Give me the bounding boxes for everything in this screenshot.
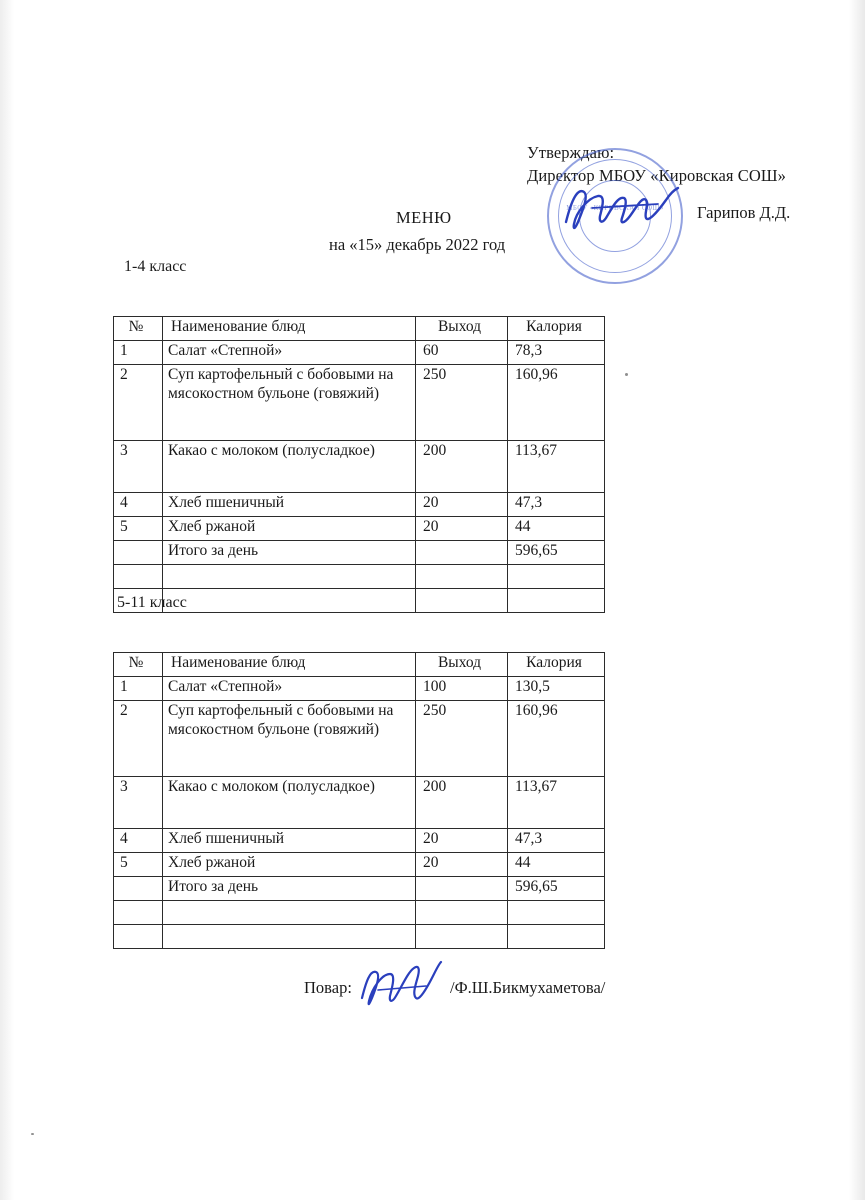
cell-dish: Хлеб ржаной — [163, 853, 416, 877]
menu-date: на «15» декабрь 2022 год — [329, 235, 506, 254]
cell-output: 60 — [416, 341, 508, 365]
cell-calories — [508, 901, 605, 925]
col-header-dish: Наименование блюд — [163, 653, 416, 677]
director-name: Гарипов Д.Д. — [697, 203, 791, 222]
table-row-empty — [114, 589, 605, 613]
table-row — [114, 853, 605, 877]
cell-number: 4 — [114, 829, 163, 853]
cell-dish: Какао с молоком (полусладкое) — [163, 441, 416, 493]
cell-dish: Суп картофельный с бобовыми на мясокостном бульоне (говяжий) — [163, 701, 416, 777]
table-row-empty — [114, 925, 605, 949]
cell-output: 250 — [416, 701, 508, 777]
cell-calories: 78,3 — [508, 341, 605, 365]
table-row — [114, 829, 605, 853]
table-row — [114, 701, 605, 777]
table-row-empty — [114, 901, 605, 925]
col-header-calories: Калория — [508, 317, 605, 341]
cell-number: 1 — [114, 341, 163, 365]
cell-calories: 47,3 — [508, 829, 605, 853]
cook-name: /Ф.Ш.Бикмухаметова/ — [450, 978, 606, 997]
cell-output: 20 — [416, 853, 508, 877]
section-label-grades-1-4: 1-4 класс — [124, 258, 187, 275]
cell-output: 20 — [416, 493, 508, 517]
cell-output: 200 — [416, 777, 508, 829]
paper-speck — [625, 373, 628, 376]
cell-total-calories: 596,65 — [508, 541, 605, 565]
approval-block — [527, 141, 786, 187]
cell-calories: 44 — [508, 517, 605, 541]
cell-dish: Хлеб пшеничный — [163, 829, 416, 853]
table-row — [114, 493, 605, 517]
cell-dish — [163, 901, 416, 925]
cell-number: 2 — [114, 365, 163, 441]
cell-output: 250 — [416, 365, 508, 441]
cell-number — [114, 541, 163, 565]
cell-calories — [508, 565, 605, 589]
cell-calories: 130,5 — [508, 677, 605, 701]
cell-calories: 160,96 — [508, 701, 605, 777]
table-row — [114, 441, 605, 493]
cell-output: 100 — [416, 677, 508, 701]
approval-line-1: Утверждаю: — [527, 143, 615, 162]
menu-table-grades-1-4 — [113, 316, 605, 613]
cook-label: Повар: — [304, 978, 352, 997]
cook-signature-icon — [356, 958, 446, 1010]
cell-number: 2 — [114, 701, 163, 777]
cell-calories: 113,67 — [508, 441, 605, 493]
cell-dish: Салат «Степной» — [163, 677, 416, 701]
cell-number: 3 — [114, 441, 163, 493]
cell-dish: Хлеб пшеничный — [163, 493, 416, 517]
col-header-number: № — [114, 653, 163, 677]
cell-output: 20 — [416, 829, 508, 853]
cell-dish — [163, 589, 416, 613]
cell-calories: 160,96 — [508, 365, 605, 441]
cell-output: 200 — [416, 441, 508, 493]
menu-table-grades-5-11 — [113, 652, 605, 949]
col-header-output: Выход — [416, 317, 508, 341]
table-row — [114, 365, 605, 441]
cell-output — [416, 565, 508, 589]
cell-calories: 44 — [508, 853, 605, 877]
cell-number — [114, 877, 163, 901]
cell-calories: 47,3 — [508, 493, 605, 517]
cell-output: 20 — [416, 517, 508, 541]
table-row-total — [114, 541, 605, 565]
table-row-empty — [114, 565, 605, 589]
paper-speck — [31, 1133, 34, 1135]
approval-line-2: Директор МБОУ «Кировская СОШ» — [527, 166, 787, 185]
col-header-output: Выход — [416, 653, 508, 677]
cell-dish: Суп картофельный с бобовыми на мясокостном бульоне (говяжий) — [163, 365, 416, 441]
section-label-grades-5-11: 5-11 класс — [117, 594, 187, 611]
cell-calories: 113,67 — [508, 777, 605, 829]
table-header-row — [114, 653, 605, 677]
col-header-dish: Наименование блюд — [163, 317, 416, 341]
cell-total-label: Итого за день — [163, 541, 416, 565]
table-row-total — [114, 877, 605, 901]
cell-dish: Какао с молоком (полусладкое) — [163, 777, 416, 829]
cell-number: 5 — [114, 517, 163, 541]
table-row — [114, 677, 605, 701]
cell-dish: Хлеб ржаной — [163, 517, 416, 541]
cell-number: 1 — [114, 677, 163, 701]
table-row — [114, 777, 605, 829]
cell-number — [114, 901, 163, 925]
table-row — [114, 517, 605, 541]
cell-number: 3 — [114, 777, 163, 829]
cell-number: 5 — [114, 853, 163, 877]
cell-total-calories: 596,65 — [508, 877, 605, 901]
col-header-calories: Калория — [508, 653, 605, 677]
cell-output — [416, 541, 508, 565]
cell-number — [114, 565, 163, 589]
cell-total-label: Итого за день — [163, 877, 416, 901]
cell-output — [416, 589, 508, 613]
table-header-row — [114, 317, 605, 341]
cell-number: 4 — [114, 493, 163, 517]
cell-calories — [508, 925, 605, 949]
table-row — [114, 341, 605, 365]
cell-calories — [508, 589, 605, 613]
cell-dish: Салат «Степной» — [163, 341, 416, 365]
stamp-text: МБОУ «КИРОВСКАЯ СОШ» — [566, 204, 664, 212]
cell-dish — [163, 565, 416, 589]
cell-output — [416, 901, 508, 925]
cell-number — [114, 925, 163, 949]
cell-dish — [163, 925, 416, 949]
cell-output — [416, 925, 508, 949]
cell-output — [416, 877, 508, 901]
col-header-number: № — [114, 317, 163, 341]
stamp-inner-ring — [579, 180, 651, 252]
page-title: МЕНЮ — [396, 208, 452, 227]
